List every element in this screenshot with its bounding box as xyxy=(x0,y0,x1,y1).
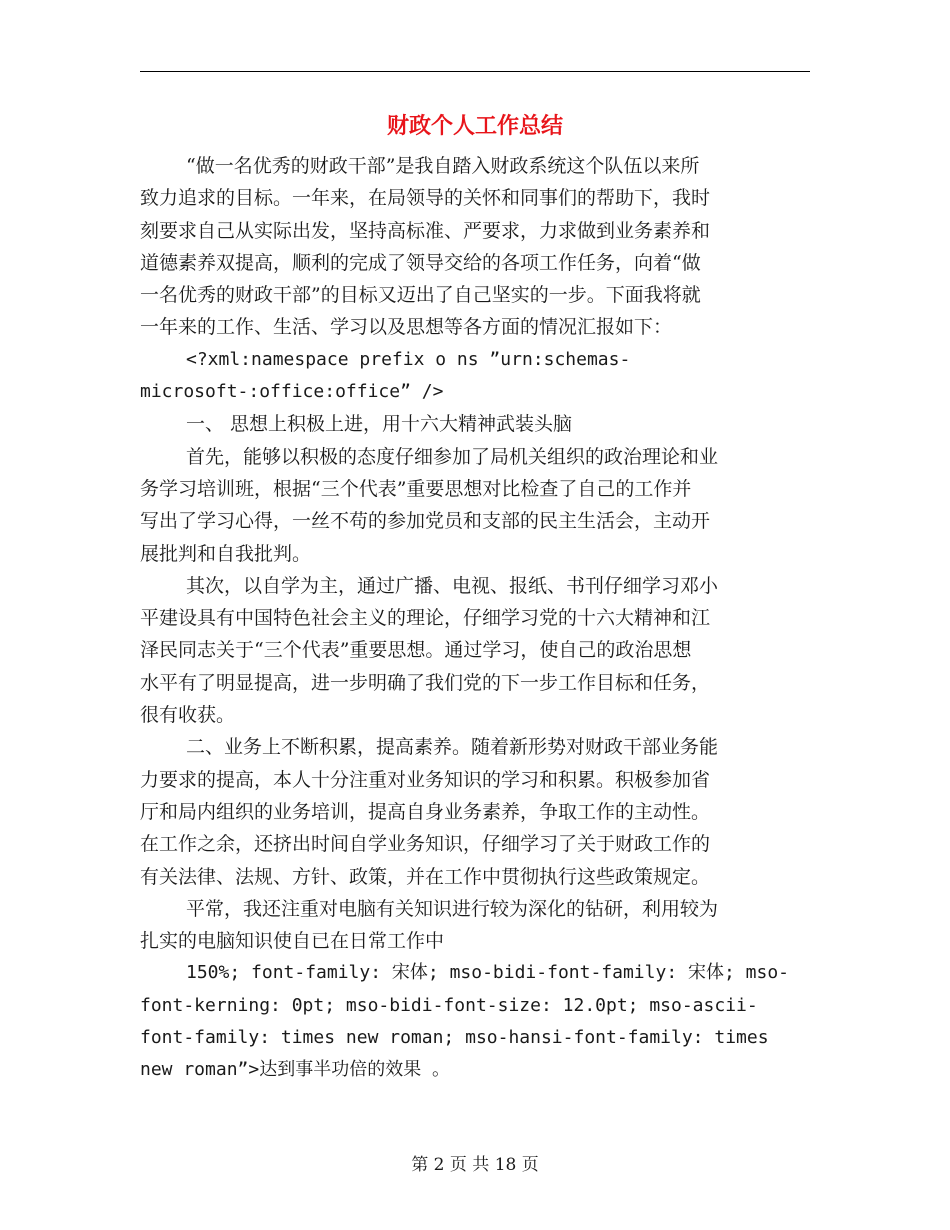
text-line: 在工作之余，还挤出时间自学业务知识，仔细学习了关于财政工作的 xyxy=(140,833,711,856)
text-line: 一、 思想上积极上进，用十六大精神武装头脑 xyxy=(186,413,573,436)
text-line: 二、业务上不断积累，提高素养。随着新形势对财政干部业务能 xyxy=(186,736,719,759)
text-line: microsoft-:office:office” /> xyxy=(140,381,444,403)
text-line: 平建设具有中国特色社会主义的理论，仔细学习党的十六大精神和江 xyxy=(140,607,711,630)
text-line: 水平有了明显提高，进一步明确了我们党的下一步工作目标和任务， xyxy=(140,671,711,694)
text-line: 刻要求自己从实际出发，坚持高标准、严要求，力求做到业务素养和 xyxy=(140,219,711,242)
text-line: 很有收获。 xyxy=(140,704,236,727)
header-rule xyxy=(140,71,810,72)
text-line: 展批判和自我批判。 xyxy=(140,542,312,565)
text-line: 厅和局内组织的业务培训，提高自身业务素养，争取工作的主动性。 xyxy=(140,800,711,823)
text-line: 平常，我还注重对电脑有关知识进行较为深化的钻研，利用较为 xyxy=(186,897,719,920)
text-line: 首先，能够以积极的态度仔细参加了局机关组织的政治理论和业 xyxy=(186,445,719,468)
text-line: 一名优秀的财政干部”的目标又迈出了自己坚实的一步。下面我将就 xyxy=(140,284,701,307)
text-line: 150%; font-family: 宋体; mso-bidi-font-family: 宋体; mso- xyxy=(186,962,790,984)
text-line: 扎实的电脑知识使自已在日常工作中 xyxy=(140,930,445,953)
page-footer: 第 2 页 共 18 页 xyxy=(411,1155,539,1175)
text-line: <?xml:namespace prefix o ns ”urn:schemas- xyxy=(186,348,631,370)
text-line: 泽民同志关于“三个代表”重要思想。通过学习，使自己的政治思想 xyxy=(140,639,692,662)
document-body xyxy=(140,150,810,1087)
text-line: 致力追求的目标。一年来，在局领导的关怀和同事们的帮助下，我时 xyxy=(140,187,711,210)
text-line: 其次，以自学为主，通过广播、电视、报纸、书刊仔细学习邓小 xyxy=(186,574,719,597)
text-line: 务学习培训班，根据“三个代表”重要思想对比检查了自己的工作并 xyxy=(140,477,692,500)
text-line: “做一名优秀的财政干部”是我自踏入财政系统这个队伍以来所 xyxy=(186,155,700,177)
text-line: 一年来的工作、生活、学习以及思想等各方面的情况汇报如下： xyxy=(140,316,673,339)
text-line: 写出了学习心得，一丝不苟的参加党员和支部的民主生活会，主动开 xyxy=(140,510,711,533)
text-line: font-kerning: 0pt; mso-bidi-font-size: 12.0pt; mso-ascii- xyxy=(140,994,758,1016)
text-line: 道德素养双提高，顺利的完成了领导交给的各项工作任务，向着“做 xyxy=(140,251,701,274)
text-line: 力要求的提高，本人十分注重对业务知识的学习和积累。积极参加省 xyxy=(140,768,711,791)
document-title: 财政个人工作总结 xyxy=(386,113,563,139)
text-line: new roman”>达到事半功倍的效果 。 xyxy=(140,1059,451,1081)
text-line: font-family: times new roman; mso-hansi-font-family: times xyxy=(140,1027,769,1049)
text-line: 有关法律、法规、方针、政策，并在工作中贯彻执行这些政策规定。 xyxy=(140,865,711,888)
